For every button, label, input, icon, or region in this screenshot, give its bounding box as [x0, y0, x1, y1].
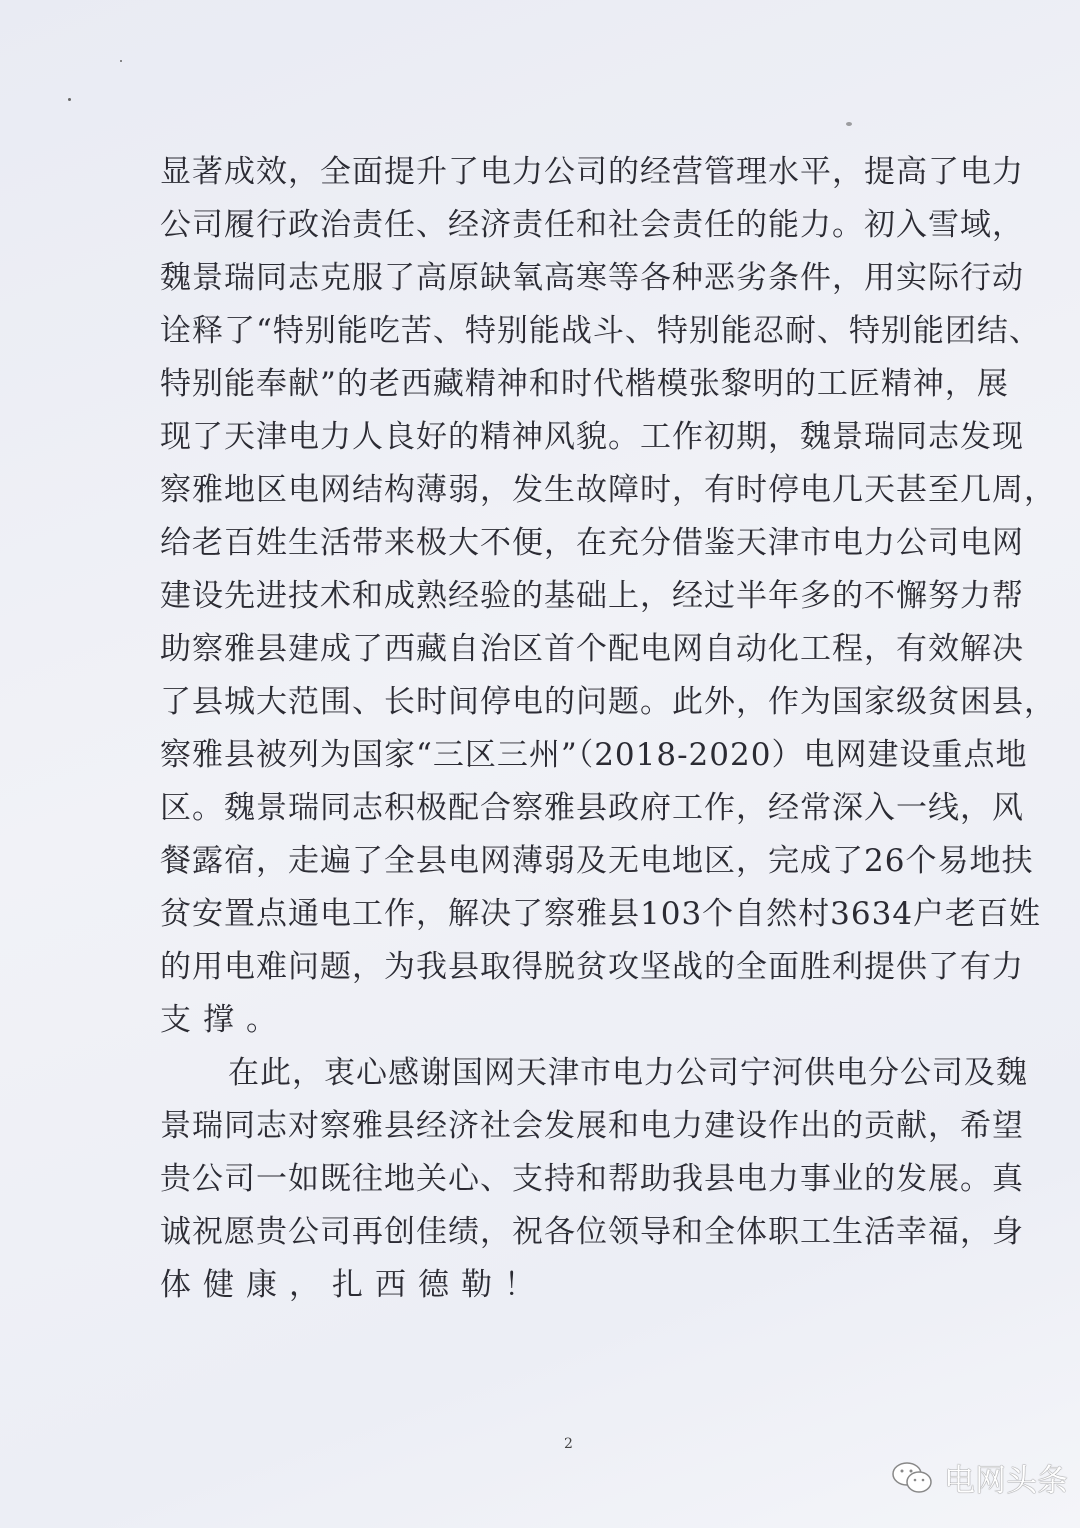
text-line: 餐露宿，走遍了全县电网薄弱及无电地区，完成了26个易地扶 [160, 843, 1034, 879]
text-line: 区。魏景瑞同志积极配合察雅县政府工作，经常深入一线，风 [160, 790, 1024, 826]
text-line: 了县城大范围、长时间停电的问题。此外，作为国家级贫困县， [160, 684, 1056, 720]
scan-speck [68, 98, 71, 101]
text-line: 贵公司一如既往地关心、支持和帮助我县电力事业的发展。真 [160, 1161, 1024, 1197]
watermark [890, 1455, 1068, 1500]
text-line: 察雅地区电网结构薄弱，发生故障时，有时停电几天甚至几周， [160, 472, 1056, 508]
text-line: 助察雅县建成了西藏自治区首个配电网自动化工程，有效解决 [160, 631, 1024, 667]
text-line: 的用电难问题，为我县取得脱贫攻坚战的全面胜利提供了有力 [160, 949, 1024, 985]
text-line: 显著成效，全面提升了电力公司的经营管理水平，提高了电力 [160, 154, 1024, 190]
watermark-text: 电网头条 [944, 1463, 1068, 1499]
scan-speck [120, 60, 122, 62]
text-line: 诚祝愿贵公司再创佳绩，祝各位领导和全体职工生活幸福，身 [160, 1214, 1024, 1250]
text-line: 支撑。 [160, 1002, 289, 1038]
text-line: 给老百姓生活带来极大不便，在充分借鉴天津市电力公司电网 [160, 525, 1024, 561]
text-line: 特别能奉献”的老西藏精神和时代楷模张黎明的工匠精神，展 [160, 366, 1009, 402]
text-line: 诠释了“特别能吃苦、特别能战斗、特别能忍耐、特别能团结、 [160, 313, 1041, 349]
text-line: 建设先进技术和成熟经验的基础上，经过半年多的不懈努力帮 [160, 578, 1024, 614]
text-line: 在此，衷心感谢国网天津市电力公司宁河供电分公司及魏 [228, 1055, 1028, 1091]
text-line: 体健康，扎西德勒！ [160, 1267, 547, 1303]
page-number: 2 [564, 1436, 573, 1452]
text-line: 景瑞同志对察雅县经济社会发展和电力建设作出的贡献，希望 [160, 1108, 1024, 1144]
text-line: 现了天津电力人良好的精神风貌。工作初期，魏景瑞同志发现 [160, 419, 1024, 455]
text-line: 公司履行政治责任、经济责任和社会责任的能力。初入雪域， [160, 207, 1024, 243]
text-line: 察雅县被列为国家“三区三州”（2018-2020）电网建设重点地 [160, 737, 1028, 773]
wechat-icon [890, 1460, 936, 1496]
scan-speck [846, 122, 852, 126]
text-line: 贫安置点通电工作，解决了察雅县103个自然村3634户老百姓 [160, 896, 1042, 932]
text-line: 魏景瑞同志克服了高原缺氧高寒等各种恶劣条件，用实际行动 [160, 260, 1024, 296]
